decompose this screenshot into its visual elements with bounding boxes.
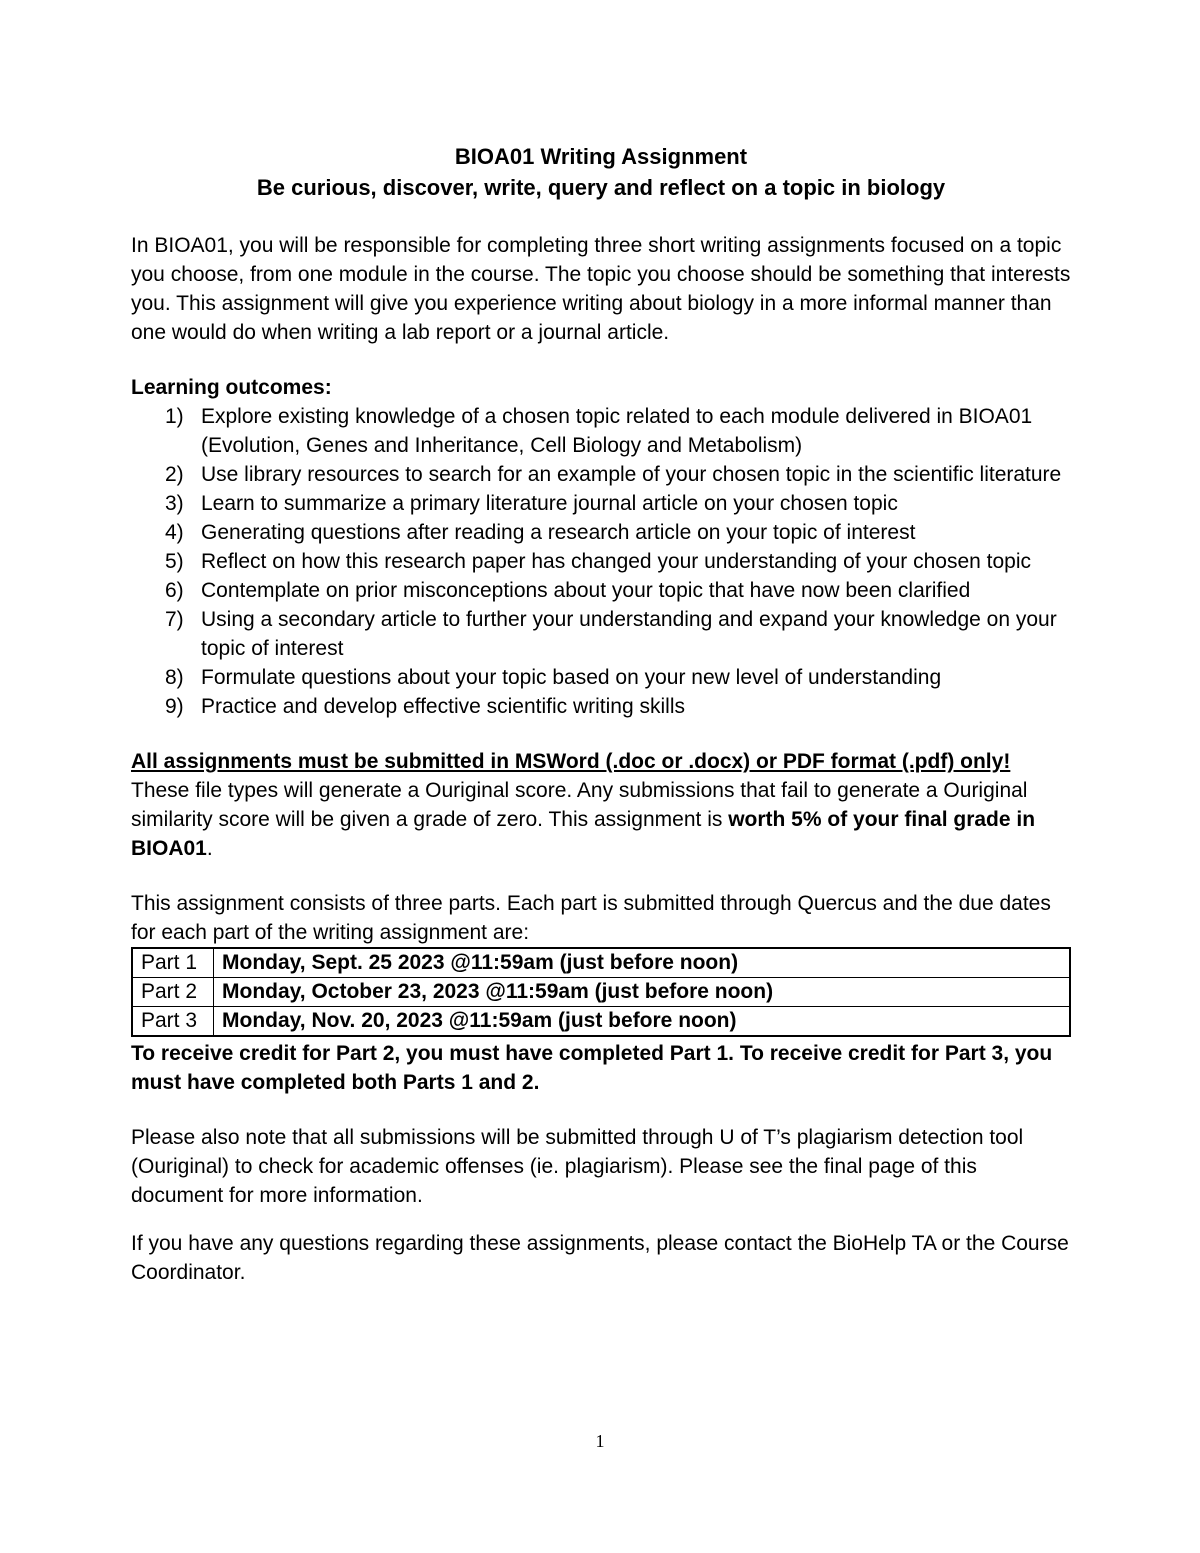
list-item-text: Generating questions after reading a research article on your topic of interest: [201, 521, 916, 544]
list-item: [131, 605, 1071, 663]
list-item: [131, 663, 1071, 692]
due-date-cell: Monday, October 23, 2023 @11:59am (just before noon): [214, 978, 1071, 1007]
submission-text-end: .: [206, 837, 213, 860]
learning-outcomes: [131, 373, 1071, 721]
list-item-number: 1): [165, 405, 184, 428]
list-item: [131, 547, 1071, 576]
list-item-number: 7): [165, 608, 184, 631]
submission-paragraph: [131, 747, 1071, 863]
document-subtitle: Be curious, discover, write, query and reflect on a topic in biology: [256, 175, 946, 200]
list-item-text: Use library resources to search for an example of your chosen topic in the scientific literature: [201, 463, 1062, 486]
contact-note: If you have any questions regarding these assignments, please contact the BioHelp TA or the Course Coordinator.: [131, 1232, 1069, 1284]
list-item-number: 3): [165, 492, 184, 515]
learning-outcomes-list: [131, 402, 1071, 721]
list-item-text: Using a secondary article to further your understanding and expand your knowledge on your topic of interest: [201, 608, 1057, 660]
list-item: [131, 518, 1071, 547]
submission-text: These file types will generate a Ouriginal score. Any submissions that fail to generate a Ouriginal similarity score will be given a grade of zero. This assignment is: [131, 779, 1028, 831]
list-item-number: 4): [165, 521, 184, 544]
due-dates-table: [131, 947, 1071, 1037]
intro-paragraph: In BIOA01, you will be responsible for completing three short writing assignments focused on a topic you choose, from one module in the course. The topic you choose should be something that interests you. This assignment will give you experience writing about biology in a more informal manner than one would do when writing a lab report or a journal article.: [131, 234, 1071, 344]
list-item: [131, 460, 1071, 489]
table-row: [132, 948, 1070, 978]
grade-weight: worth 5% of your final grade in BIOA01: [131, 808, 1036, 860]
table-row: [132, 1007, 1070, 1037]
title-block: [131, 141, 1071, 203]
submission-format-warning: All assignments must be submitted in MSWord (.doc or .docx) or PDF format (.pdf) only!: [131, 750, 1011, 773]
list-item-text: Contemplate on prior misconceptions about your topic that have now been clarified: [201, 579, 971, 602]
part-cell: Part 3: [132, 1007, 214, 1037]
list-item-text: Reflect on how this research paper has changed your understanding of your chosen topic: [201, 550, 1032, 573]
document-body: [131, 141, 1071, 1287]
list-item-text: Explore existing knowledge of a chosen topic related to each module delivered in BIOA01 (Evolution, Genes and Inheritance, Cell Biology and Metabolism): [201, 405, 1033, 457]
part-cell: Part 2: [132, 978, 214, 1007]
due-date-cell: Monday, Sept. 25 2023 @11:59am (just before noon): [214, 948, 1071, 978]
list-item-text: Formulate questions about your topic based on your new level of understanding: [201, 666, 942, 689]
list-item-number: 6): [165, 579, 184, 602]
list-item-number: 8): [165, 666, 184, 689]
page-number: 1: [595, 1431, 605, 1451]
list-item: [131, 692, 1071, 721]
list-item-number: 5): [165, 550, 184, 573]
parts-intro-paragraph: This assignment consists of three parts. Each part is submitted through Quercus and the due dates for each part of the writing assignment are:: [131, 892, 1051, 944]
due-date-cell: Monday, Nov. 20, 2023 @11:59am (just before noon): [214, 1007, 1071, 1037]
list-item-number: 9): [165, 695, 184, 718]
list-item-number: 2): [165, 463, 184, 486]
document-title: BIOA01 Writing Assignment: [454, 144, 748, 169]
list-item-text: Learn to summarize a primary literature journal article on your chosen topic: [201, 492, 898, 515]
list-item: [131, 402, 1071, 460]
part-cell: Part 1: [132, 948, 214, 978]
table-row: [132, 978, 1070, 1007]
credit-note: To receive credit for Part 2, you must have completed Part 1. To receive credit for Part 3, you must have completed both Parts 1 and 2.: [131, 1042, 1053, 1094]
list-item: [131, 576, 1071, 605]
learning-outcomes-heading: Learning outcomes:: [131, 376, 332, 399]
list-item: [131, 489, 1071, 518]
plagiarism-note: Please also note that all submissions will be submitted through U of T’s plagiarism detection tool (Ouriginal) to check for academic offenses (ie. plagiarism). Please see the final page of this document for more information.: [131, 1126, 1024, 1207]
list-item-text: Practice and develop effective scientific writing skills: [201, 695, 685, 718]
